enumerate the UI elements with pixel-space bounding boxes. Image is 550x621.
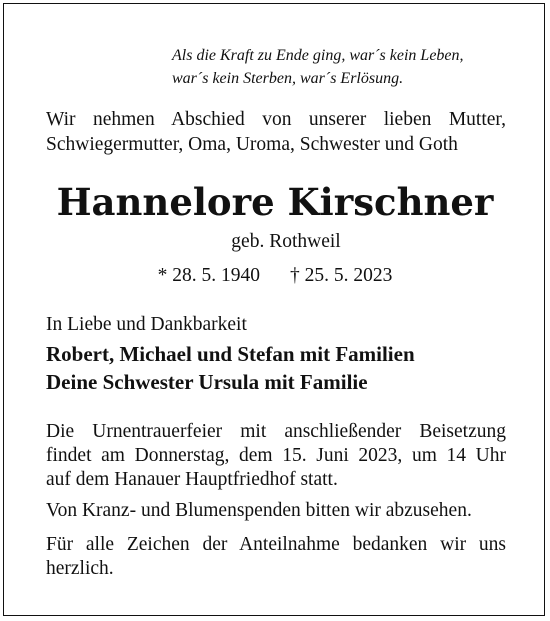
mourners-line: Robert, Michael und Stefan mit Familien bbox=[46, 342, 415, 366]
ceremony-line: Die Urnentrauerfeier mit anschließender Beisetzung bbox=[46, 421, 506, 442]
thanks-line: Für alle Zeichen der Anteilnahme bedanken wir uns bbox=[46, 534, 506, 555]
ceremony-line: findet am Donnerstag, dem 15. Juni 2023, um 14 Uhr bbox=[46, 445, 506, 466]
ceremony-info bbox=[46, 420, 506, 492]
thanks-note bbox=[46, 533, 506, 581]
mourners-list bbox=[46, 340, 516, 396]
death-date: † 25. 5. 2023 bbox=[290, 265, 393, 286]
memorial-poem bbox=[172, 44, 517, 90]
intro-line: Schwiegermutter, Oma, Uroma, Schwester und Goth bbox=[46, 133, 458, 155]
ceremony-line: auf dem Hanauer Hauptfriedhof statt. bbox=[46, 469, 338, 490]
wreath-note: Von Kranz- und Blumenspenden bitten wir abzusehen. bbox=[46, 500, 472, 521]
thanks-line: herzlich. bbox=[46, 558, 114, 579]
poem-line: war´s kein Sterben, war´s Erlösung. bbox=[172, 70, 404, 87]
poem-line: Als die Kraft zu Ende ging, war´s kein Leben, bbox=[172, 47, 464, 64]
mourners-line: Deine Schwester Ursula mit Familie bbox=[46, 370, 368, 394]
intro-line: Wir nehmen Abschied von unserer lieben Mutter, bbox=[46, 109, 506, 130]
maiden-name: geb. Rothweil bbox=[231, 231, 341, 252]
mourners-intro: In Liebe und Dankbarkeit bbox=[46, 314, 247, 335]
life-dates bbox=[0, 264, 550, 288]
deceased-name: Hannelore Kirschner bbox=[56, 180, 494, 224]
birth-date: * 28. 5. 1940 bbox=[157, 265, 260, 286]
farewell-intro bbox=[46, 108, 506, 157]
